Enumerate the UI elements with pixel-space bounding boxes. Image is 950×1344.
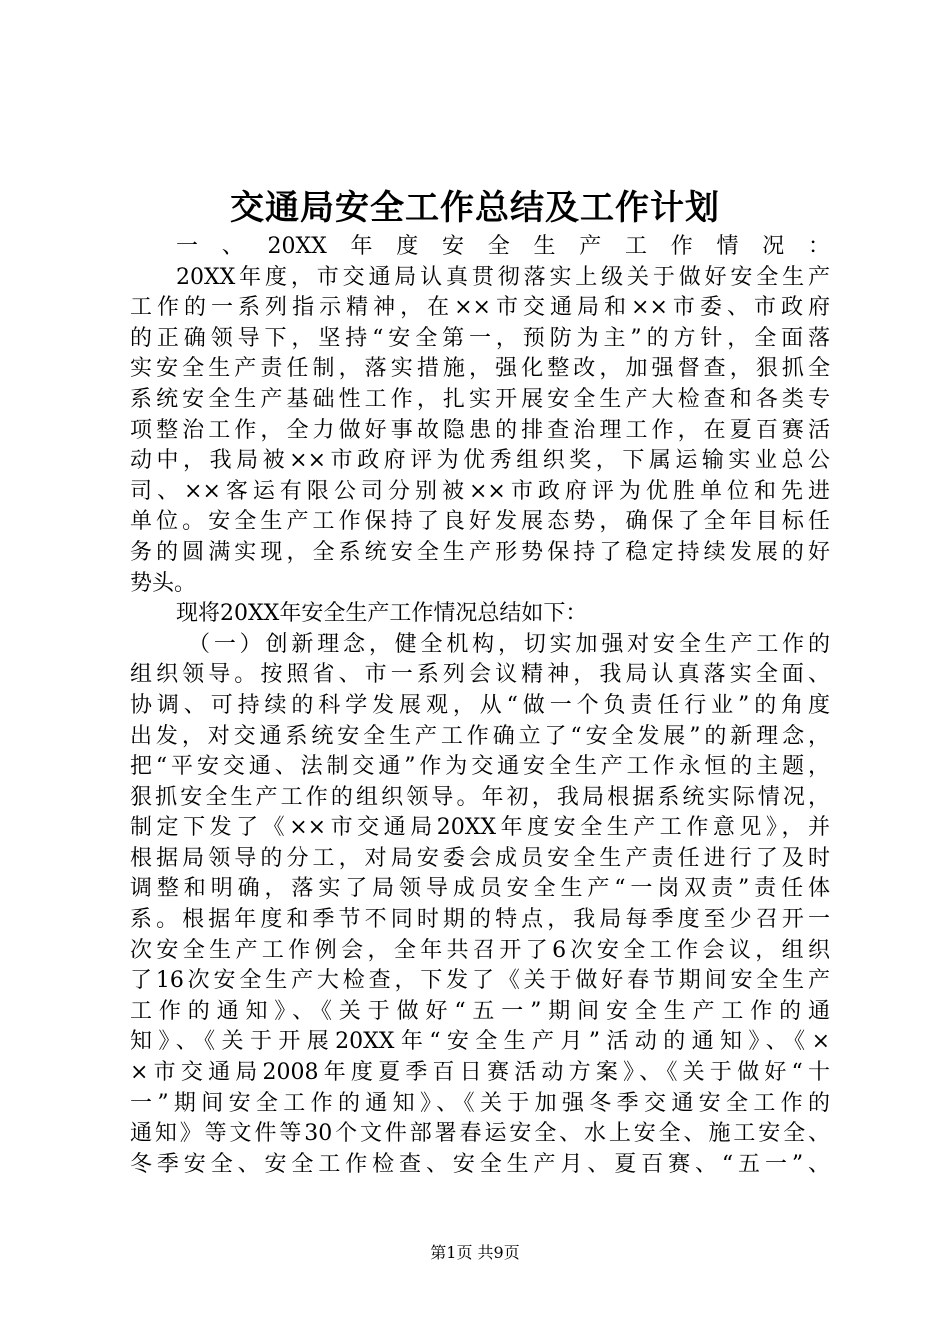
paragraph-line: 根据局领导的分工，对局安委会成员安全生产责任进行了及时 [130,845,830,871]
paragraph-line: 制定下发了《××市交通局20XX年度安全生产工作意见》，并 [130,815,830,841]
subsection-heading: （一）创新理念，健全机构，切实加强对安全生产工作的 [188,631,830,657]
paragraph-line: 狠抓安全生产工作的组织领导。年初，我局根据系统实际情况， [130,784,830,810]
paragraph-line: 实安全生产责任制，落实措施，强化整改，加强督查，狠抓全 [130,356,830,382]
paragraph-line: 冬季安全、安全工作检查、安全生产月、夏百赛、“五一”、 [130,1151,830,1177]
paragraph-line: 组织领导。按照省、市一系列会议精神，我局认真落实全面、 [130,662,830,688]
paragraph-line: 20XX年度，市交通局认真贯彻落实上级关于做好安全生产 [176,264,830,290]
document-body [130,232,830,1180]
paragraph-line: 的正确领导下，坚持“安全第一，预防为主”的方针，全面落 [130,325,830,351]
paragraph-line: 把“平安交通、法制交通”作为交通安全生产工作永恒的主题， [130,754,830,780]
paragraph-line: 一”期间安全工作的通知》、《关于加强冬季交通安全工作的 [130,1090,830,1116]
paragraph-line: 系。根据年度和季节不同时期的特点，我局每季度至少召开一 [130,907,830,933]
paragraph-line: 务的圆满实现，全系统安全生产形势保持了稳定持续发展的好 [130,539,830,565]
paragraph-line: 通知》等文件等30个文件部署春运安全、水上安全、施工安全、 [130,1121,830,1147]
paragraph-line: 势头。 [130,570,197,596]
paragraph-line: 了16次安全生产大检查，下发了《关于做好春节期间安全生产 [130,968,830,994]
paragraph-line: 知》、《关于开展20XX年“安全生产月”活动的通知》、《× [130,1029,830,1055]
paragraph-line: 项整治工作，全力做好事故隐患的排查治理工作，在夏百赛活 [130,417,830,443]
paragraph-line: 工作的一系列指示精神，在××市交通局和××市委、市政府 [130,295,830,321]
paragraph-line: 次安全生产工作例会，全年共召开了6次安全工作会议，组织 [130,937,830,963]
paragraph-line: 工作的通知》、《关于做好“五一”期间安全生产工作的通 [130,998,830,1024]
paragraph-line: 动中，我局被××市政府评为优秀组织奖，下属运输实业总公 [130,448,830,474]
paragraph-line: 单位。安全生产工作保持了良好发展态势，确保了全年目标任 [130,509,830,535]
page-number-footer: 第1页 共9页 [430,1243,520,1262]
paragraph-line: ×市交通局2008年度夏季百日赛活动方案》、《关于做好“十 [130,1060,830,1086]
paragraph-line: 系统安全生产基础性工作，扎实开展安全生产大检查和各类专 [130,386,830,412]
paragraph-line: 调整和明确，落实了局领导成员安全生产“一岗双责”责任体 [130,876,830,902]
paragraph-line: 协调、可持续的科学发展观，从“做一个负责任行业”的角度 [130,692,830,718]
paragraph-line: 出发，对交通系统安全生产工作确立了“安全发展”的新理念， [130,723,830,749]
document-title: 交通局安全工作总结及工作计划 [230,188,720,228]
paragraph-line: 司、××客运有限公司分别被××市政府评为优胜单位和先进 [130,478,830,504]
paragraph-line: 现将20XX年安全生产工作情况总结如下： [176,601,588,627]
section-heading: 一、20XX年度安全生产工作情况： [176,234,830,259]
